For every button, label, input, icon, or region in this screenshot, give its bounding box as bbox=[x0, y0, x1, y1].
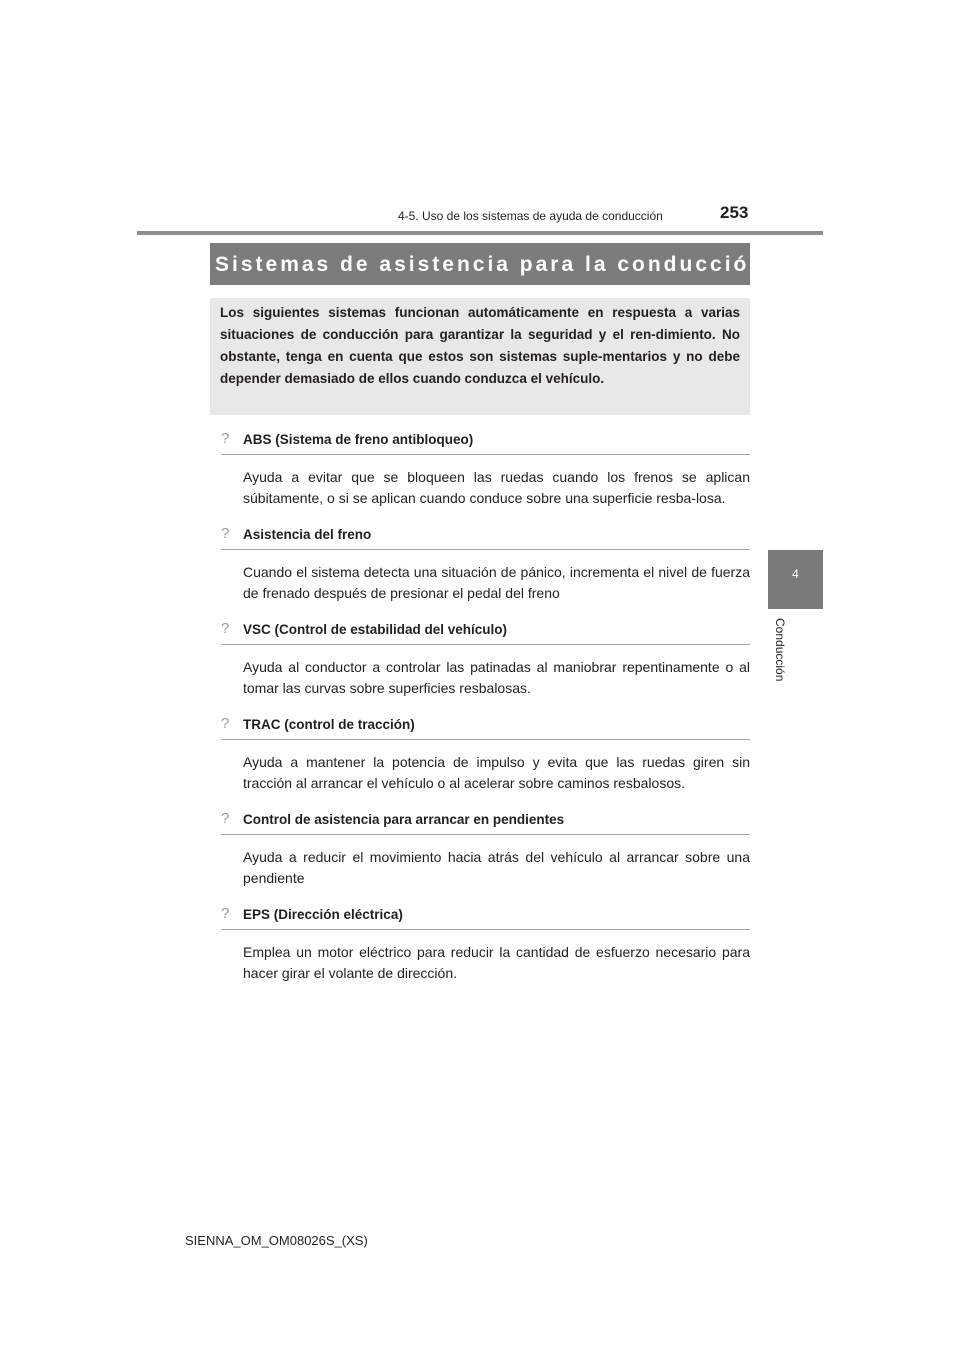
item-title: EPS (Dirección eléctrica) bbox=[243, 907, 403, 922]
item-description: Ayuda a mantener la potencia de impulso y evita que las ruedas giren sin tracción al arrancar el vehículo o al acelerar sobre caminos resbalosos. bbox=[243, 754, 750, 791]
chapter-number: 4 bbox=[792, 567, 799, 581]
question-bullet-icon: ? bbox=[221, 810, 230, 827]
header-divider bbox=[137, 231, 823, 235]
item-title: Control de asistencia para arrancar en pendientes bbox=[243, 812, 565, 827]
feature-list bbox=[221, 430, 750, 1000]
header-section-title: 4-5. Uso de los sistemas de ayuda de conducción bbox=[398, 209, 663, 223]
list-item bbox=[221, 905, 750, 984]
item-title: Asistencia del freno bbox=[243, 527, 372, 542]
item-heading bbox=[221, 905, 750, 930]
item-heading bbox=[221, 715, 750, 740]
item-title: VSC (Control de estabilidad del vehículo) bbox=[243, 622, 508, 637]
question-bullet-icon: ? bbox=[221, 620, 230, 637]
item-heading bbox=[221, 525, 750, 550]
chapter-label: Conducción bbox=[773, 618, 787, 682]
page-title: Sistemas de asistencia para la conducción bbox=[210, 243, 750, 285]
intro-text: Los siguientes sistemas funcionan automáticamente en respuesta a varias situaciones de conducción para garantizar la seguridad y el ren-dimiento. No obstante, tenga en cuenta que estos son sistemas suple-mentarios y no debe depender demasiado de ellos cuando conduzca el vehículo. bbox=[220, 305, 740, 386]
item-description: Ayuda a reducir el movimiento hacia atrás del vehículo al arrancar sobre una pendiente bbox=[243, 849, 750, 886]
list-item bbox=[221, 430, 750, 509]
item-description: Ayuda a evitar que se bloqueen las ruedas cuando los frenos se aplican súbitamente, o si se aplican cuando conduce sobre una superficie resba-losa. bbox=[243, 469, 750, 506]
item-description: Ayuda al conductor a controlar las patinadas al maniobrar repentinamente o al tomar las curvas sobre superficies resbalosas. bbox=[243, 659, 750, 696]
item-title: ABS (Sistema de freno antibloqueo) bbox=[243, 432, 474, 447]
document-footer: SIENNA_OM_OM08026S_(XS) bbox=[185, 1233, 368, 1248]
page-number: 253 bbox=[720, 203, 749, 222]
item-title: TRAC (control de tracción) bbox=[243, 717, 415, 732]
item-description: Cuando el sistema detecta una situación de pánico, incrementa el nivel de fuerza de frenado después de presionar el pedal del freno bbox=[243, 564, 750, 601]
chapter-tab bbox=[768, 550, 823, 609]
item-heading bbox=[221, 430, 750, 455]
question-bullet-icon: ? bbox=[221, 525, 230, 542]
list-item bbox=[221, 715, 750, 794]
intro-box bbox=[210, 298, 750, 415]
question-bullet-icon: ? bbox=[221, 905, 230, 922]
list-item bbox=[221, 620, 750, 699]
question-bullet-icon: ? bbox=[221, 715, 230, 732]
list-item bbox=[221, 810, 750, 889]
question-bullet-icon: ? bbox=[221, 430, 230, 447]
item-description: Emplea un motor eléctrico para reducir la cantidad de esfuerzo necesario para hacer girar el volante de dirección. bbox=[243, 944, 750, 981]
item-heading bbox=[221, 810, 750, 835]
list-item bbox=[221, 525, 750, 604]
item-heading bbox=[221, 620, 750, 645]
